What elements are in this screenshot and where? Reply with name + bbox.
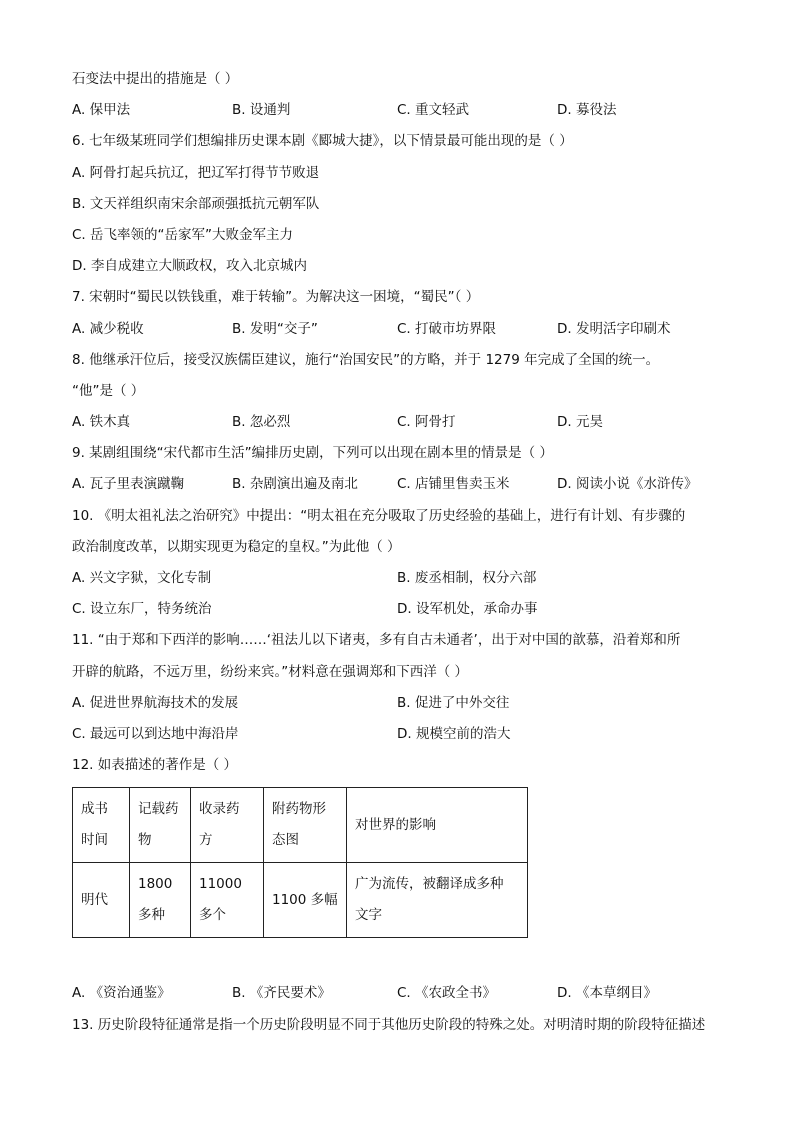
q11-stem-line2: 开辟的航路，不远万里，纷纷来宾。”材料意在强调郑和下西洋（ ）	[72, 663, 469, 680]
q12-option-d[interactable]: D. 《本草纲目》	[557, 985, 657, 1002]
table-header-row	[73, 788, 528, 863]
table-header-cell: 记载药 物	[130, 788, 191, 863]
q10-option-c[interactable]: C. 设立东厂，特务统治	[72, 601, 212, 618]
q10-option-a[interactable]: A. 兴文字狱，文化专制	[72, 570, 212, 586]
q11-stem-line1: 11. “由于郑和下西洋的影响……‘祖法儿以下诸夷，多有自古未通者’，出于对中国的歆慕，沿着郑和所	[72, 632, 681, 649]
q10-options-row2	[72, 594, 732, 625]
q11-option-d[interactable]: D. 规模空前的浩大	[397, 725, 511, 742]
q10-option-d[interactable]: D. 设军机处，承命办事	[397, 601, 538, 618]
q5-option-d[interactable]: D. 募役法	[557, 102, 617, 119]
q6-option-d[interactable]: D. 李自成建立大顺政权，攻入北京城内	[72, 258, 307, 275]
q8-option-c[interactable]: C. 阿骨打	[397, 414, 456, 431]
q13-stem: 13. 历史阶段特征通常是指一个历史阶段明显不同于其他历史阶段的特殊之处。对明清时期的阶段特征描述	[72, 1016, 706, 1033]
q7-option-d[interactable]: D. 发明活字印刷术	[557, 320, 671, 337]
q11-option-c[interactable]: C. 最远可以到达地中海沿岸	[72, 725, 239, 742]
spacer	[72, 938, 732, 978]
q11-option-b[interactable]: B. 促进了中外交往	[397, 694, 510, 711]
q7-options	[72, 314, 732, 345]
exam-page	[72, 64, 732, 1041]
q12-option-b[interactable]: B. 《齐民要术》	[232, 985, 331, 1002]
q10-option-b[interactable]: B. 废丞相制，权分六部	[397, 570, 537, 586]
q8-options	[72, 407, 732, 438]
q8-option-d[interactable]: D. 元昊	[557, 414, 603, 431]
q12-options	[72, 978, 732, 1009]
q5-option-a[interactable]: A. 保甲法	[72, 102, 131, 119]
q6-option-b[interactable]: B. 文天祥组织南宋余部顽强抵抗元朝军队	[72, 195, 320, 212]
q5-option-c[interactable]: C. 重文轻武	[397, 102, 470, 119]
q11-options-row2	[72, 719, 732, 750]
table-cell: 1100 多幅	[264, 863, 347, 938]
q5-options	[72, 95, 732, 126]
q9-stem: 9. 某剧组围绕“宋代都市生活”编排历史剧，下列可以出现在剧本里的情景是（ ）	[72, 445, 553, 462]
q8-option-a[interactable]: A. 铁木真	[72, 414, 131, 431]
q7-stem: 7. 宋朝时“蜀民以铁钱重，难于转输”。为解决这一困境，“蜀民”（ ）	[72, 289, 480, 306]
q7-option-b[interactable]: B. 发明“交子”	[232, 320, 318, 337]
q8-stem-line2: “他”是（ ）	[72, 382, 145, 399]
q11-option-a[interactable]: A. 促进世界航海技术的发展	[72, 694, 239, 711]
table-cell: 广为流传，被翻译成多种 文字	[347, 863, 528, 938]
q5-option-b[interactable]: B. 设通判	[232, 102, 291, 119]
q5-stem-tail: 石变法中提出的措施是（ ）	[72, 71, 239, 87]
q10-stem-line2: 政治制度改革，以期实现更为稳定的皇权。”为此他（ ）	[72, 538, 401, 555]
q6-stem: 6. 七年级某班同学们想编排历史课本剧《郾城大捷》，以下情景最可能出现的是（ ）	[72, 133, 573, 150]
q12-stem: 12. 如表描述的著作是（ ）	[72, 757, 238, 774]
q9-options	[72, 469, 732, 500]
q9-option-d[interactable]: D. 阅读小说《水浒传》	[557, 476, 698, 493]
table-cell: 1800 多种	[130, 863, 191, 938]
table-header-cell: 收录药 方	[191, 788, 264, 863]
table-row	[73, 863, 528, 938]
q9-option-c[interactable]: C. 店铺里售卖玉米	[397, 476, 510, 493]
table-cell: 11000 多个	[191, 863, 264, 938]
table-header-cell: 附药物形 态图	[264, 788, 347, 863]
table-cell: 明代	[73, 863, 130, 938]
q7-option-c[interactable]: C. 打破市坊界限	[397, 320, 497, 337]
q10-stem-line1: 10. 《明太祖礼法之治研究》中提出：“明太祖在充分吸取了历史经验的基础上，进行有计划、有步骤的	[72, 507, 686, 524]
q12-option-a[interactable]: A. 《资治通鉴》	[72, 985, 171, 1002]
q9-option-a[interactable]: A. 瓦子里表演蹴鞠	[72, 476, 185, 493]
table-header-cell: 成书 时间	[73, 788, 130, 863]
q11-options-row1	[72, 688, 732, 719]
q12-option-c[interactable]: C. 《农政全书》	[397, 985, 497, 1002]
q10-options-row1	[72, 563, 732, 594]
q7-option-a[interactable]: A. 减少税收	[72, 320, 144, 337]
q8-option-b[interactable]: B. 忽必烈	[232, 414, 291, 431]
q6-option-a[interactable]: A. 阿骨打起兵抗辽，把辽军打得节节败退	[72, 164, 320, 181]
q12-table	[72, 787, 528, 938]
q8-stem-line1: 8. 他继承汗位后，接受汉族儒臣建议，施行“治国安民”的方略，并于 1279 年完成了全国的统一。	[72, 351, 660, 368]
q9-option-b[interactable]: B. 杂剧演出遍及南北	[232, 476, 358, 493]
table-header-cell: 对世界的影响	[347, 788, 528, 863]
q6-option-c[interactable]: C. 岳飞率领的“岳家军”大败金军主力	[72, 226, 293, 243]
